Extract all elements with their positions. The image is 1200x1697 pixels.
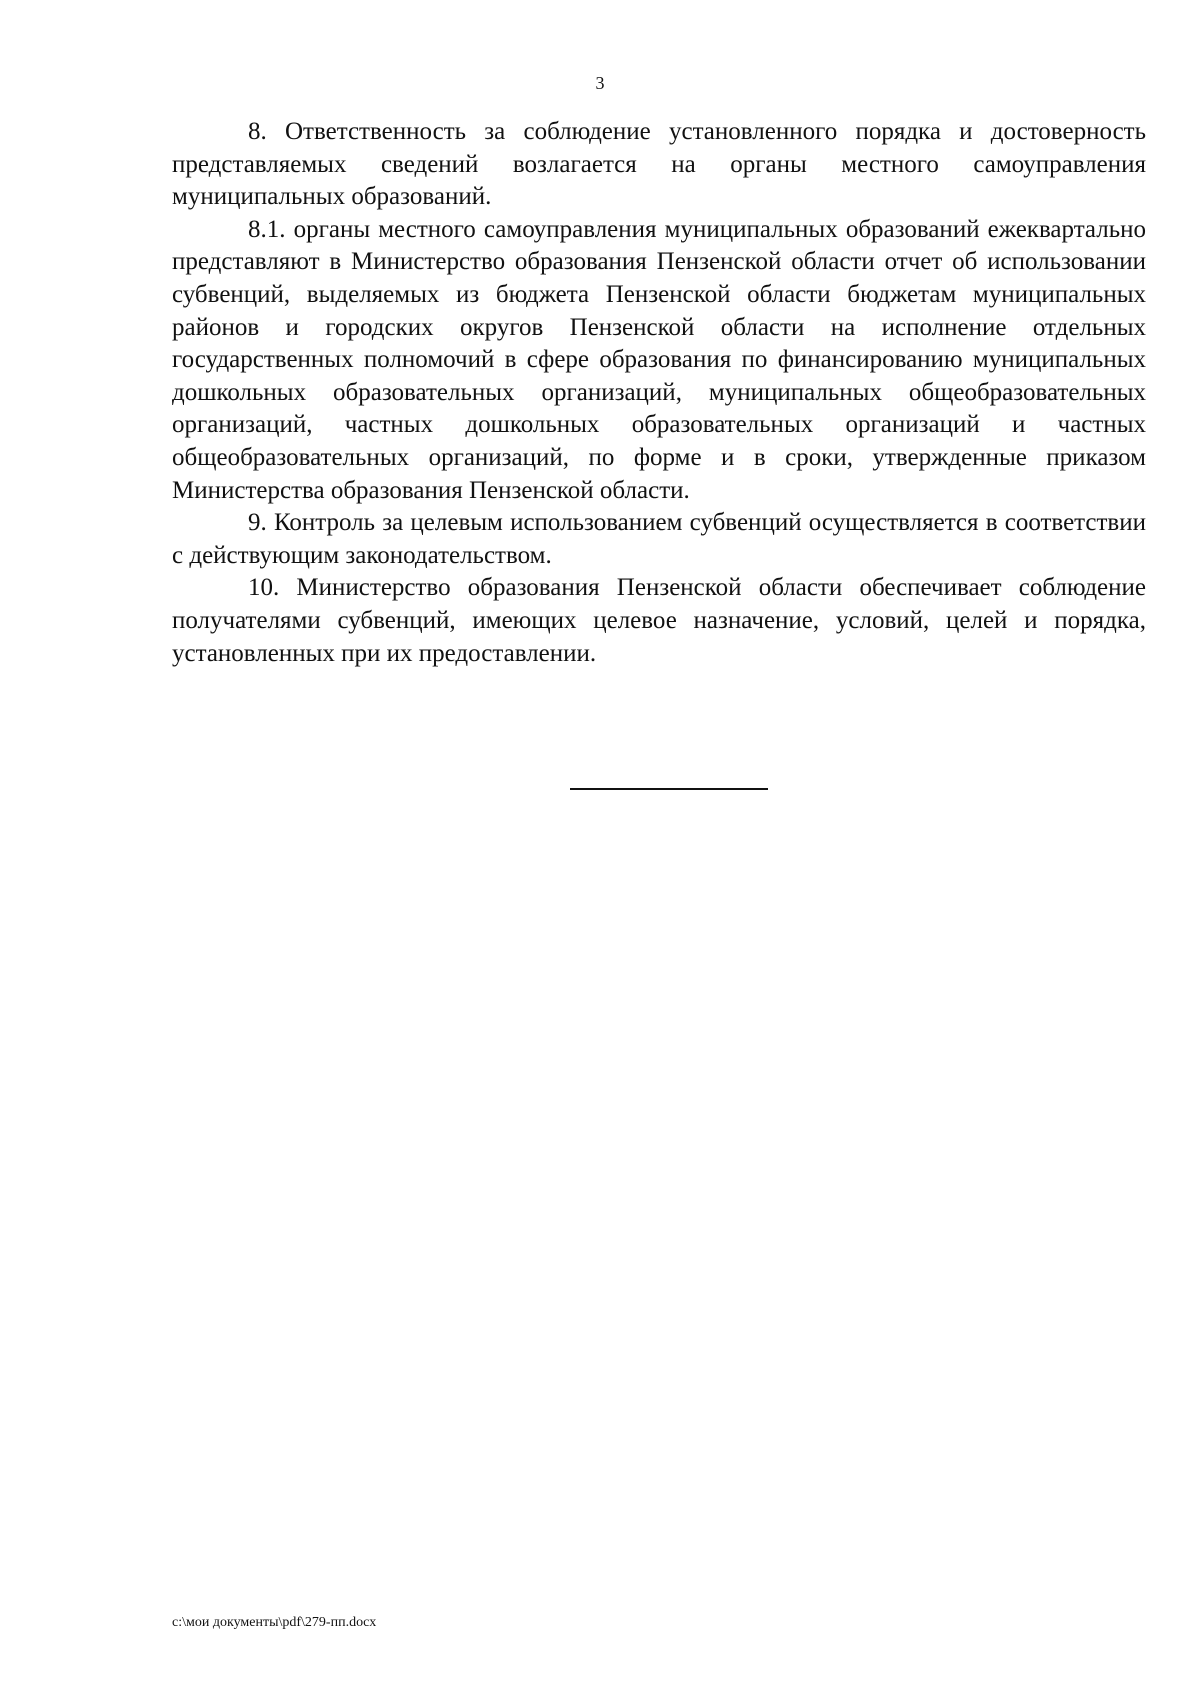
paragraph-8-1: 8.1. органы местного самоуправления муниципальных образований ежеквартально представляют в Министерство образования Пензенской области отчет об использовании субвенций, выделяемых из бюджета Пензенской области бюджетам муниципальных районов и городских округов Пензенской области на исполнение отдельных государственных полномочий в сфере образования по финансированию муниципальных дошкольных образовательных организаций, муниципальных общеобразовательных организаций, частных дошкольных образовательных организаций и частных общеобразовательных организаций, по форме и в сроки, утвержденные приказом Министерства образования Пензенской области. (172, 215, 1146, 504)
page-number: 3 (595, 73, 605, 93)
paragraph-9: 9. Контроль за целевым использованием субвенций осуществляется в соответствии с действующим законодательством. (172, 509, 1146, 569)
footer-file-path: c:\мои документы\pdf\279-пп.docx (172, 1615, 377, 1630)
end-divider-line (570, 788, 768, 790)
paragraph-10: 10. Министерство образования Пензенской области обеспечивает соблюдение получателями субвенций, имеющих целевое назначение, условий, целей и порядка, установленных при их предоставлении. (172, 574, 1146, 667)
document-body (172, 116, 1146, 670)
paragraph-8: 8. Ответственность за соблюдение установленного порядка и достоверность представляемых сведений возлагается на органы местного самоуправления муниципальных образований. (172, 118, 1146, 211)
